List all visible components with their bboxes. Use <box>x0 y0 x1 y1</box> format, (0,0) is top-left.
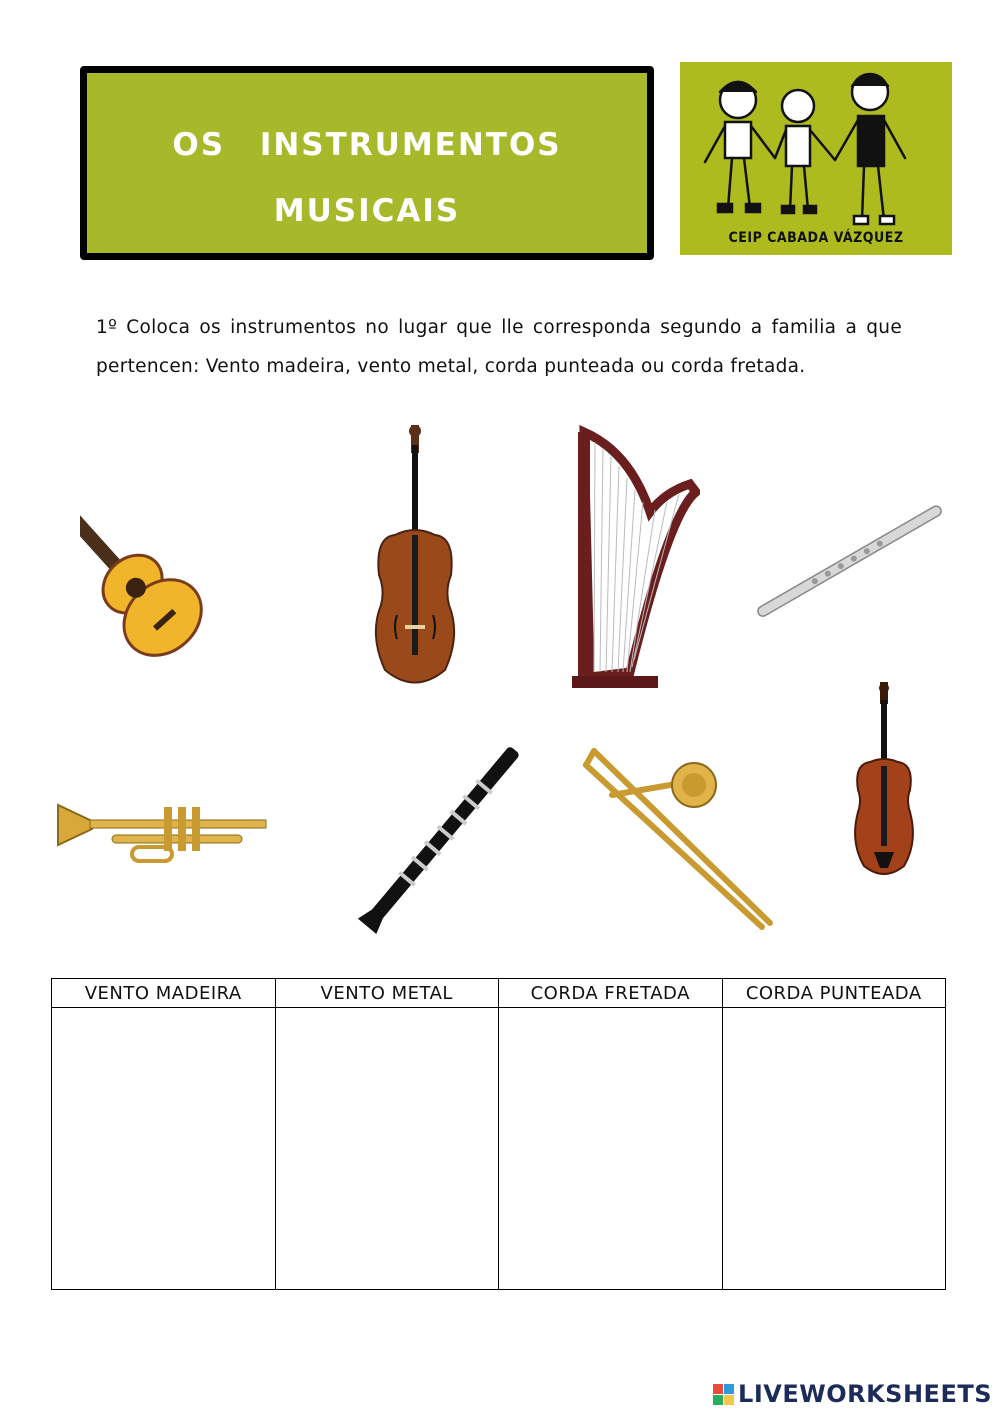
school-logo <box>680 62 952 255</box>
title-box <box>80 66 654 260</box>
harp-icon[interactable] <box>570 422 700 692</box>
sorting-table <box>51 978 946 1290</box>
double-bass-icon[interactable] <box>365 425 465 690</box>
column-header-vento-madeira: VENTO MADEIRA <box>52 979 276 1008</box>
column-header-corda-punteada: CORDA PUNTEADA <box>722 979 946 1008</box>
guitar-icon[interactable] <box>80 452 262 658</box>
footer-brand-text: LIVEWORKSHEETS <box>738 1380 992 1408</box>
footer-brand <box>713 1381 992 1407</box>
children-holding-hands-icon <box>680 62 952 255</box>
column-header-corda-fretada: CORDA FRETADA <box>499 979 723 1008</box>
liveworksheets-logo-icon <box>713 1384 734 1405</box>
clarinet-icon[interactable] <box>345 730 545 940</box>
drop-zone-vento-madeira[interactable] <box>52 1008 276 1290</box>
drop-zone-corda-punteada[interactable] <box>722 1008 946 1290</box>
instructions-text: 1º Coloca os instrumentos no lugar que lle corresponda segundo a familia a que pertencen: Vento madeira, vento metal, corda punteada ou corda fretada. <box>96 317 902 377</box>
violin-icon[interactable] <box>848 682 920 882</box>
trombone-icon[interactable] <box>582 735 782 930</box>
title-line-1: OS INSTRUMENTOS <box>172 127 562 163</box>
drop-zone-corda-fretada[interactable] <box>499 1008 723 1290</box>
flute-icon[interactable] <box>750 490 950 635</box>
title-line-2: MUSICAIS <box>273 193 461 229</box>
trumpet-icon[interactable] <box>52 795 272 870</box>
column-header-vento-metal: VENTO METAL <box>275 979 499 1008</box>
drop-zone-vento-metal[interactable] <box>275 1008 499 1290</box>
logo-text: CEIP CABADA VÁZQUEZ <box>728 230 904 246</box>
